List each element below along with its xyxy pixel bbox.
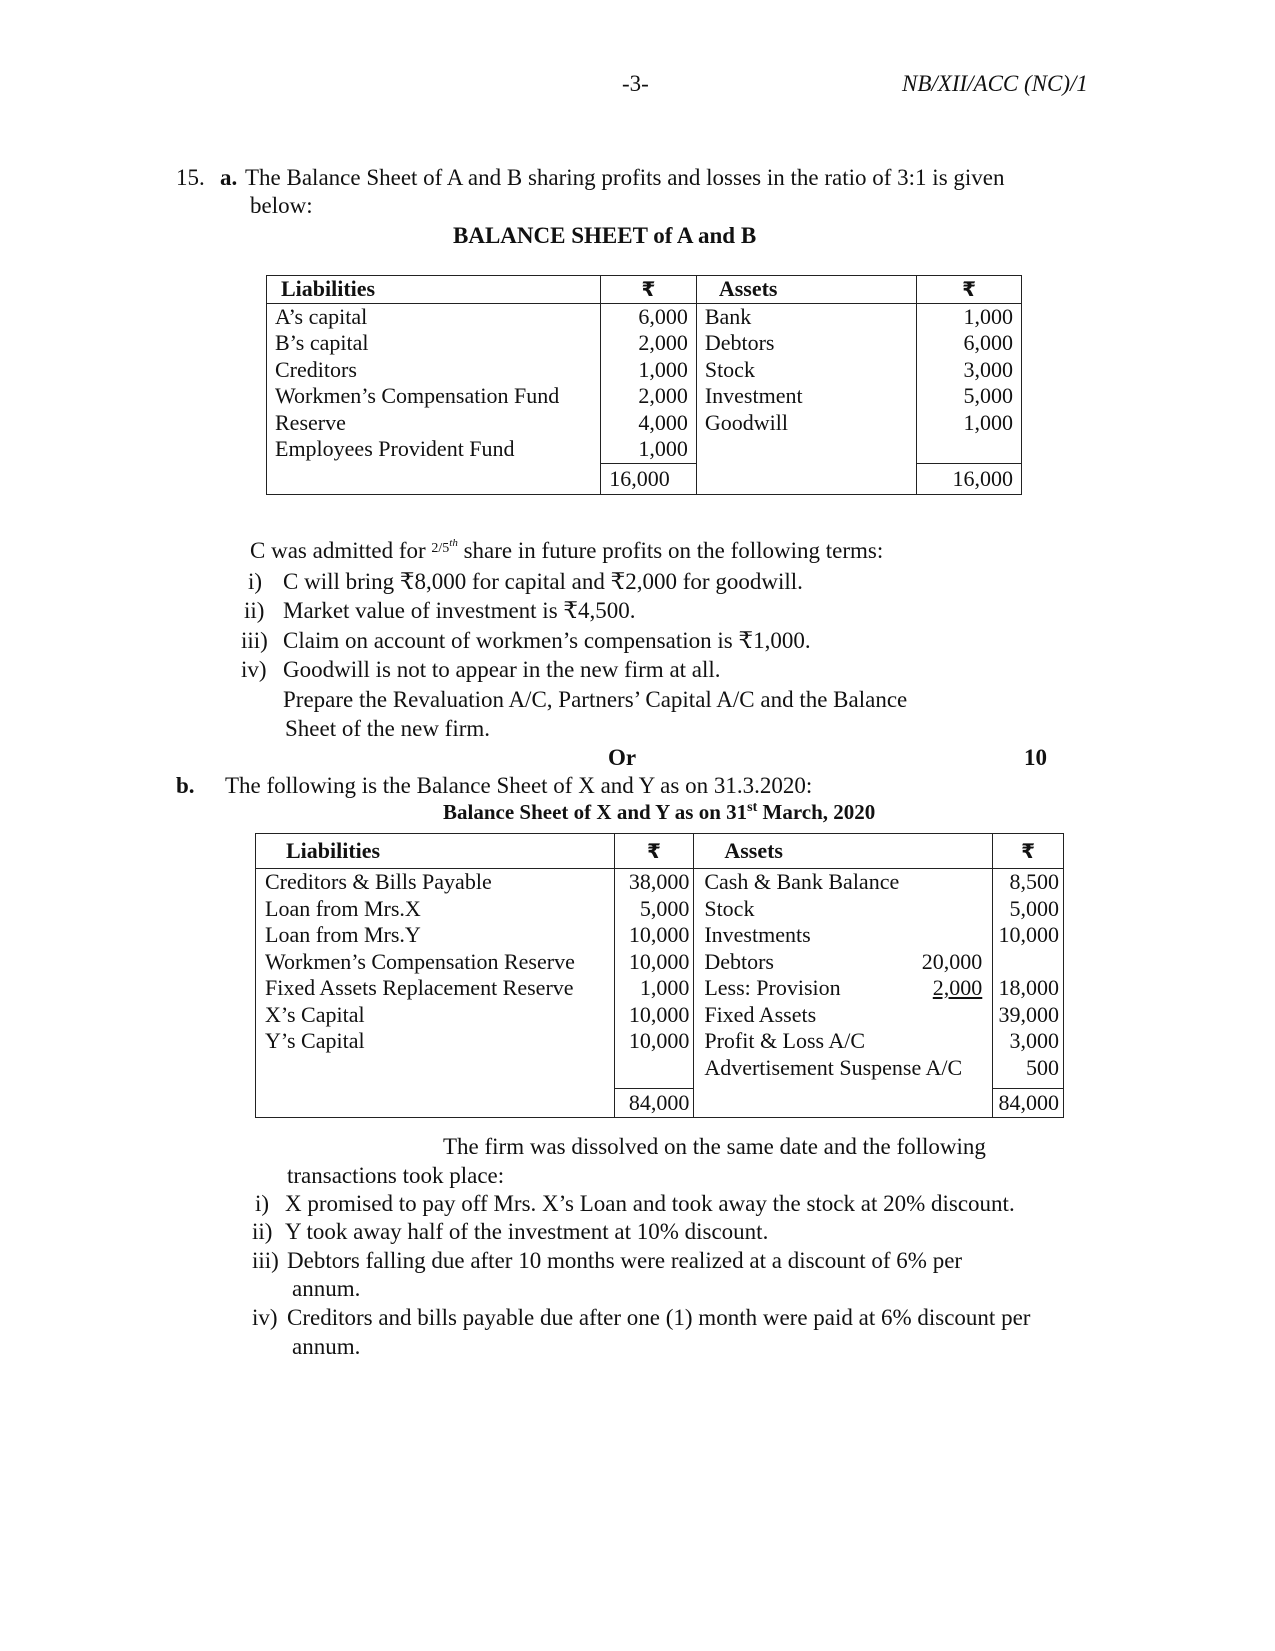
liability-name: Creditors & Bills Payable xyxy=(265,869,492,894)
transaction-text: Creditors and bills payable due after one (1) month were paid at 6% discount per xyxy=(287,1305,1031,1330)
asset-name: Debtors xyxy=(704,330,775,355)
asset-amount xyxy=(997,949,1059,976)
asset-line xyxy=(704,1028,982,1055)
transaction-cont: annum. xyxy=(292,1276,361,1301)
asset-line xyxy=(704,896,982,923)
instruction-line1: Prepare the Revaluation A/C, Partners’ Capital A/C and the Balance xyxy=(283,687,908,712)
question-number: 15. xyxy=(176,165,205,190)
asset-amount: 10,000 xyxy=(998,922,1059,947)
liability-amount: 38,000 xyxy=(628,869,690,894)
liability-amount: 5,000 xyxy=(639,895,690,921)
asset-name: Advertisement Suspense A/C xyxy=(704,1054,963,1080)
asset-name: Investments xyxy=(704,922,811,947)
header-assets: Assets xyxy=(696,276,916,304)
term-num: i) xyxy=(248,569,263,594)
transaction-num: iv) xyxy=(252,1305,278,1330)
asset-amount: 18,000 xyxy=(998,975,1059,1000)
transaction-cont: annum. xyxy=(292,1334,361,1359)
balance-sheet-xy-table xyxy=(255,833,1064,1118)
dissolved-line1: The firm was dissolved on the same date and the following xyxy=(443,1134,986,1159)
admission-post: share in future profits on the following terms: xyxy=(463,538,884,563)
part-a-label: a. xyxy=(220,165,238,190)
table-b-title xyxy=(443,800,875,825)
total-assets: 84,000 xyxy=(993,1089,1064,1118)
asset-name: Stock xyxy=(704,895,755,921)
asset-line xyxy=(704,1055,982,1082)
asset-name: Profit & Loss A/C xyxy=(704,1028,866,1053)
asset-name: Bank xyxy=(704,303,752,329)
liability-name: Workmen’s Compensation Reserve xyxy=(265,948,575,974)
liability-amount: 6,000 xyxy=(638,303,688,329)
liability-name: Workmen’s Compensation Fund xyxy=(275,383,560,408)
part-a-intro-line2: below: xyxy=(250,193,313,218)
asset-amount: 8,500 xyxy=(1009,869,1059,894)
provision-amount: 2,000 xyxy=(932,975,983,1000)
liability-name: Loan from Mrs.X xyxy=(265,895,421,921)
asset-amount: 1,000 xyxy=(963,303,1013,329)
liability-amount: 4,000 xyxy=(638,409,688,435)
term-num: iii) xyxy=(241,628,268,653)
liability-name: Y’s Capital xyxy=(265,1028,365,1053)
liability-amount: 1,000 xyxy=(638,436,688,461)
liability-name: Loan from Mrs.Y xyxy=(265,922,421,947)
asset-name: Fixed Assets xyxy=(704,1001,817,1027)
header-rupee: ₹ xyxy=(993,834,1064,869)
term-text: Claim on account of workmen’s compensation is ₹1,000. xyxy=(283,628,811,653)
liability-name: Creditors xyxy=(275,356,357,382)
transaction-text: Y took away half of the investment at 10% discount. xyxy=(285,1219,769,1244)
admission-fraction: 2/5 xyxy=(431,541,450,556)
asset-name: Debtors xyxy=(704,948,774,974)
liability-amount: 2,000 xyxy=(638,330,688,355)
asset-name: Goodwill xyxy=(704,409,788,435)
table-row xyxy=(256,869,1064,1089)
total-liabilities: 84,000 xyxy=(614,1089,694,1118)
asset-line xyxy=(704,1002,982,1029)
asset-amount: 3,000 xyxy=(1009,1028,1059,1053)
table-b-title-sup: st xyxy=(747,800,758,815)
asset-amount: 1,000 xyxy=(963,409,1013,435)
liability-amount: 10,000 xyxy=(628,922,690,947)
table-b-title-pre: Balance Sheet of X and Y as on 31 xyxy=(443,800,748,824)
transaction-num: iii) xyxy=(252,1248,279,1273)
header-rupee: ₹ xyxy=(917,276,1022,304)
transaction-num: i) xyxy=(255,1191,270,1216)
asset-line xyxy=(704,922,982,949)
table-total-row xyxy=(256,1089,1064,1118)
admission-fraction-sup: th xyxy=(449,537,458,549)
liability-amount: 1,000 xyxy=(638,356,688,382)
asset-amount: 39,000 xyxy=(998,1001,1059,1027)
liability-name: A’s capital xyxy=(275,303,368,329)
liability-amount: 10,000 xyxy=(628,1028,690,1053)
term-text: C will bring ₹8,000 for capital and ₹2,000 for goodwill. xyxy=(283,569,803,594)
dissolved-line2: transactions took place: xyxy=(287,1163,505,1188)
header-rupee: ₹ xyxy=(614,834,694,869)
part-b-intro: The following is the Balance Sheet of X and Y as on 31.3.2020: xyxy=(225,773,813,798)
term-num: ii) xyxy=(244,598,265,623)
total-liabilities: 16,000 xyxy=(601,463,697,494)
asset-line xyxy=(704,869,982,896)
balance-sheet-ab-table xyxy=(266,275,1022,495)
part-a-intro-line1: The Balance Sheet of A and B sharing profits and losses in the ratio of 3:1 is given xyxy=(245,165,1005,190)
transaction-num: ii) xyxy=(252,1219,273,1244)
asset-amount: 6,000 xyxy=(963,330,1013,355)
liability-name: Employees Provident Fund xyxy=(275,436,515,461)
marks: 10 xyxy=(1024,745,1047,770)
liability-amount: 10,000 xyxy=(628,1001,690,1027)
asset-line xyxy=(704,949,982,976)
total-assets: 16,000 xyxy=(917,463,1022,494)
liability-amount: 10,000 xyxy=(628,948,690,974)
page-number: -3- xyxy=(622,71,649,96)
admission-line xyxy=(250,537,883,565)
liability-name: Fixed Assets Replacement Reserve xyxy=(265,975,574,1000)
asset-name: Investment xyxy=(704,383,803,408)
asset-name: Stock xyxy=(704,356,755,382)
debtors-gross: 20,000 xyxy=(921,948,983,974)
asset-amount: 3,000 xyxy=(963,356,1013,382)
table-a-title: BALANCE SHEET of A and B xyxy=(453,223,757,248)
liability-amount: 1,000 xyxy=(639,975,690,1000)
liability-name: Reserve xyxy=(275,409,346,435)
header-liabilities: Liabilities xyxy=(256,834,615,869)
admission-pre: C was admitted for xyxy=(250,538,426,563)
term-num: iv) xyxy=(241,657,267,682)
term-text: Goodwill is not to appear in the new firm at all. xyxy=(283,657,721,682)
asset-amount: 5,000 xyxy=(1009,895,1059,921)
liability-amount: 2,000 xyxy=(638,383,688,408)
asset-line xyxy=(704,975,982,1002)
asset-amount: 500 xyxy=(1026,1054,1059,1080)
liability-name: X’s Capital xyxy=(265,1001,365,1027)
header-assets: Assets xyxy=(694,834,993,869)
part-b-label: b. xyxy=(176,773,195,798)
instruction-line2: Sheet of the new firm. xyxy=(285,716,491,741)
asset-name: Cash & Bank Balance xyxy=(704,869,900,894)
table-b-title-post: March, 2020 xyxy=(757,800,876,824)
paper-code: NB/XII/ACC (NC)/1 xyxy=(902,71,1088,96)
header-liabilities: Liabilities xyxy=(267,276,601,304)
transaction-text: Debtors falling due after 10 months were realized at a discount of 6% per xyxy=(287,1248,963,1273)
table-total-row xyxy=(267,463,1022,494)
asset-name: Less: Provision xyxy=(704,975,841,1000)
asset-amount: 5,000 xyxy=(963,383,1013,408)
or-label: Or xyxy=(608,745,637,770)
liability-name: B’s capital xyxy=(275,330,369,355)
table-row xyxy=(267,303,1022,463)
header-rupee: ₹ xyxy=(601,276,697,304)
transaction-text: X promised to pay off Mrs. X’s Loan and took away the stock at 20% discount. xyxy=(285,1191,1015,1216)
term-text: Market value of investment is ₹4,500. xyxy=(283,598,636,623)
